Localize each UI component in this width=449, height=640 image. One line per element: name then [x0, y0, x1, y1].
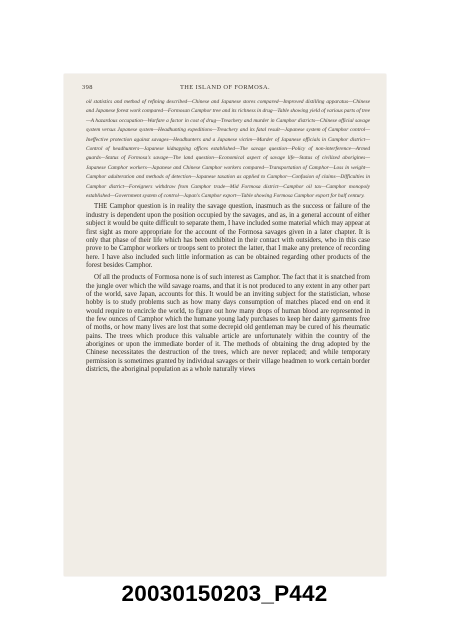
body-paragraph-1: THE Camphor question is in reality the savage question, inasmuch as the success or failure of the industry is dependent upon the position occupied by the savages, and as, in a general account of either subject it would be quite difficult to separate them, I have included some material which may appear at first sight as more appropriate for the account of the Formosa savages given in a later chapter. It is only that phase of their life which has been exhibited in their contact with outsiders, who in this case prove to be Camphor workers or troops sent to protect the latter, that I make any pretence of recording here. I have also included such little information as can be obtained regarding other products of the forest besides Camphor. [86, 203, 370, 269]
catalog-label: 20030150203_P442 [121, 581, 328, 606]
page-number: 398 [82, 84, 93, 91]
running-title: THE ISLAND OF FORMOSA. [179, 84, 271, 91]
page-content [86, 98, 370, 570]
chapter-summary: oil statistics and method of refining described—Chinese and Japanese stores compared—Improved distilling apparatus—Chinese and Japanese forest work compared—Formosan Camphor tree and its richness in drug—Table showing yield of various parts of tree—A hazardous occupation—Warfare a factor in cost of drug—Treachery and murder in Camphor districts—Chinese official savage system versus Japanese system—Headhunting expeditions—Treachery and its fatal result—Japanese system of Camphor control—Ineffective protection against savages—Headhunters and a Japanese victim—Murder of Japanese officials in Camphor district—Control of headhunters—Japanese kidnapping offices established—The savage question—Policy of non-interference—Armed guards—Status of Formosa's savage—The land question—Economical aspect of savage life—Status of civilized aborigines—Japanese Camphor workers—Japanese and Chinese Camphor workers compared—Transportation of Camphor—Loss in weight—Camphor adulteration and methods of detection—Japanese taxation as applied to Camphor—Confusion of claims—Difficulties in Camphor district—Foreigners withdraw from Camphor trade—Mid Formosa district—Camphor oil tax—Camphor monopoly established—Government system of control—Japan's Camphor export—Table showing Formosa Camphor export for half century. [86, 99, 371, 200]
body-paragraph-2: Of all the products of Formosa none is of such interest as Camphor. The fact that it is snatched from the jungle over which the wild savage roams, and that it is not produced to any extent in any other part of the world, save Japan, accounts for this. It would be an inviting subject for the statistician, whose hobby is to study problems such as how many days consumption of matches placed end on end it would require to encircle the world, to figure out how many drops of human blood are represented in the few ounces of Camphor which the humane young lady purchases to keep her dainty garments free of moths, or how many lives are lost that some decrepid old gentleman may be cured of his rheumatic pains. The trees which produce this valuable article are unfortunately within the country of the aborigines or upon the immediate border of it. The methods of obtaining the drug adopted by the Chinese necessitates the destruction of the trees, which are never replaced; and while temporary permission is sometimes granted by individual savages or their village headmen to work certain border districts, the aboriginal population as a whole naturally views [86, 274, 370, 373]
page-header [82, 84, 368, 96]
book-page [64, 74, 386, 576]
